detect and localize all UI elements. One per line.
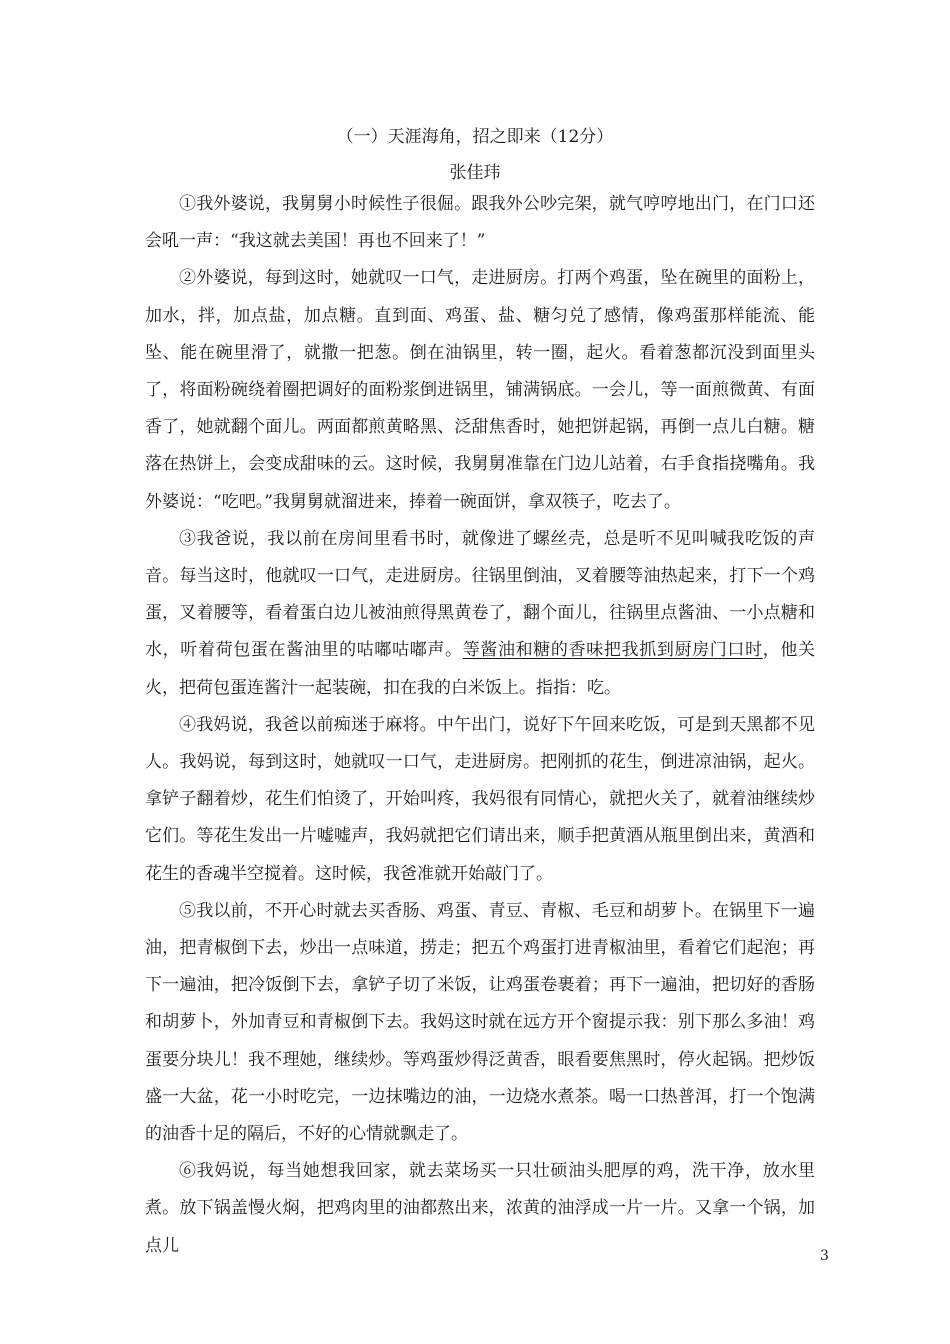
underlined-sentence: 等酱油和糖的香味把我抓到厨房门口时 xyxy=(462,640,763,661)
paragraph-1: ①我外婆说，我舅舅小时候性子很倔。跟我外公吵完架，就气哼哼地出门，在门口还会吼一声：“我这就去美国！再也不回来了！” xyxy=(145,194,815,252)
paragraph-3 xyxy=(145,521,815,707)
paragraph-3-text-after: ，他关火，把荷包蛋连酱汁一起装碗，扣在我的白米饭上。指指：吃。 xyxy=(145,640,816,698)
paragraph-4: ④我妈说，我爸以前痴迷于麻将。中午出门，说好下午回来吃饭，可是到天黑都不见人。我妈说，每到这时，她就叹一口气，走进厨房。把刚抓的花生，倒进凉油锅，起火。拿铲子翻着炒，花生们怕烫了，开始叫疼，我妈很有同情心，就把火关了，就着油继续炒它们。等花生发出一片嘘嘘声，我妈就把它们请出来，顺手把黄酒从瓶里倒出来，黄酒和花生的香魂半空搅着。这时候，我爸准就开始敲门了。 xyxy=(145,714,815,884)
paragraph-3-text-before: ③我爸说，我以前在房间里看书时，就像进了螺丝壳，总是听不见叫喊我吃饭的声音。每当这时，他就叹一口气，走进厨房。往锅里倒油，叉着腰等油热起来，打下一个鸡蛋，叉着腰等，看着蛋白边儿被油煎得黑黄卷了，翻个面儿，往锅里点酱油、一小点糖和水，听着荷包蛋在酱油里的咕嘟咕嘟声。 xyxy=(145,528,815,661)
article-body xyxy=(145,186,815,1265)
paragraph-6: ⑥我妈说，每当她想我回家，就去菜场买一只壮硕油头肥厚的鸡，洗干净，放水里煮。放下锅盖慢火焖，把鸡肉里的油都熬出来，浓黄的油浮成一片一片。又拿一个锅，加点儿 xyxy=(145,1161,815,1256)
section-title: （一）天涯海角，招之即来（12分） xyxy=(336,127,614,147)
paragraph-5: ⑤我以前，不开心时就去买香肠、鸡蛋、青豆、青椒、毛豆和胡萝卜。在锅里下一遍油，把青椒倒下去，炒出一点味道，捞走；把五个鸡蛋打进青椒油里，看着它们起泡；再下一遍油，把冷饭倒下去，拿铲子切了米饭，让鸡蛋卷裹着；再下一遍油，把切好的香肠和胡萝卜，外加青豆和青椒倒下去。我妈这时就在远方开个窗提示我：别下那么多油！鸡蛋要分块儿！我不理她，继续炒。等鸡蛋炒得泛黄香，眼看要焦黑时，停火起锅。把炒饭盛一大盆，花一小时吃完，一边抹嘴边的油，一边烧水煮茶。喝一口热普洱，打一个饱满的油香十足的隔后，不好的心情就飘走了。 xyxy=(145,900,815,1145)
author-name: 张佳玮 xyxy=(449,163,501,183)
paragraph-2: ②外婆说，每到这时，她就叹一口气，走进厨房。打两个鸡蛋，坠在碗里的面粉上，加水，拌，加点盐，加点糖。直到面、鸡蛋、盐、糖匀兑了感情，像鸡蛋那样能流、能坠、能在碗里滑了，就撒一把葱。倒在油锅里，转一圈，起火。看着葱都沉没到面里头了，将面粉碗绕着圈把调好的面粉浆倒进锅里，铺满锅底。一会儿，等一面煎微黄、有面香了，她就翻个面儿。两面都煎黄略黑、泛甜焦香时，她把饼起锅，再倒一点儿白糖。糖落在热饼上，会变成甜味的云。这时候，我舅舅准靠在门边儿站着，右手食指挠嘴角。我外婆说：“吃吧。”我舅舅就溜进来，捧着一碗面饼，拿双筷子，吃去了。 xyxy=(145,268,815,512)
page-number: 3 xyxy=(820,1248,829,1264)
